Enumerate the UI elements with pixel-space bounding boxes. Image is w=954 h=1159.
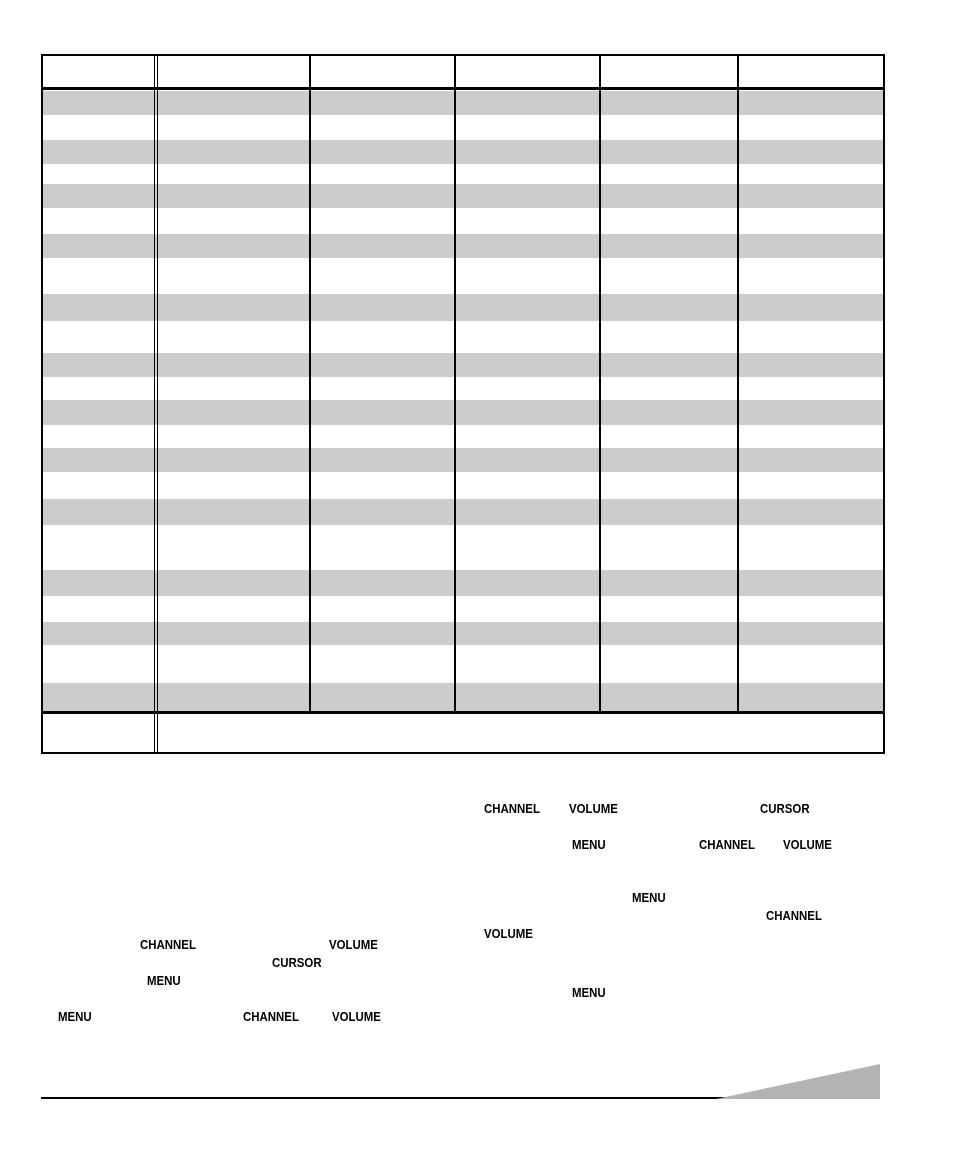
column-divider [737, 56, 739, 712]
table-row [43, 294, 883, 321]
table-row [43, 683, 883, 711]
keyword-volume: VOLUME [783, 837, 832, 852]
keyword-volume: VOLUME [569, 801, 618, 816]
table-row [43, 184, 883, 208]
table-row [43, 448, 883, 472]
keyword-menu: MENU [147, 973, 181, 988]
keyword-menu: MENU [632, 890, 666, 905]
keyword-channel: CHANNEL [243, 1009, 299, 1024]
corner-tab-icon [716, 1064, 880, 1099]
corner-tab-shape [716, 1064, 880, 1099]
keyword-menu: MENU [572, 837, 606, 852]
keyword-menu: MENU [58, 1009, 92, 1024]
keyword-channel: CHANNEL [699, 837, 755, 852]
keyword-cursor: CURSOR [272, 955, 322, 970]
keyword-channel: CHANNEL [766, 908, 822, 923]
data-table [41, 54, 885, 754]
footer-rule-top [43, 711, 883, 714]
column-divider [454, 56, 456, 712]
column-divider [599, 56, 601, 712]
keyword-volume: VOLUME [329, 937, 378, 952]
header-rule [43, 87, 883, 90]
table-row [43, 400, 883, 425]
table-row [43, 353, 883, 377]
keyword-volume: VOLUME [332, 1009, 381, 1024]
table-row [43, 622, 883, 645]
keyword-channel: CHANNEL [140, 937, 196, 952]
column-divider [309, 56, 311, 712]
column-divider-double-left [154, 56, 155, 754]
table-row [43, 140, 883, 164]
keyword-cursor: CURSOR [760, 801, 810, 816]
table-row [43, 499, 883, 525]
keyword-menu: MENU [572, 985, 606, 1000]
table-row [43, 570, 883, 596]
table-row [43, 91, 883, 115]
table-row [43, 234, 883, 258]
keyword-volume: VOLUME [484, 926, 533, 941]
column-divider-double-right [157, 56, 158, 754]
keyword-channel: CHANNEL [484, 801, 540, 816]
